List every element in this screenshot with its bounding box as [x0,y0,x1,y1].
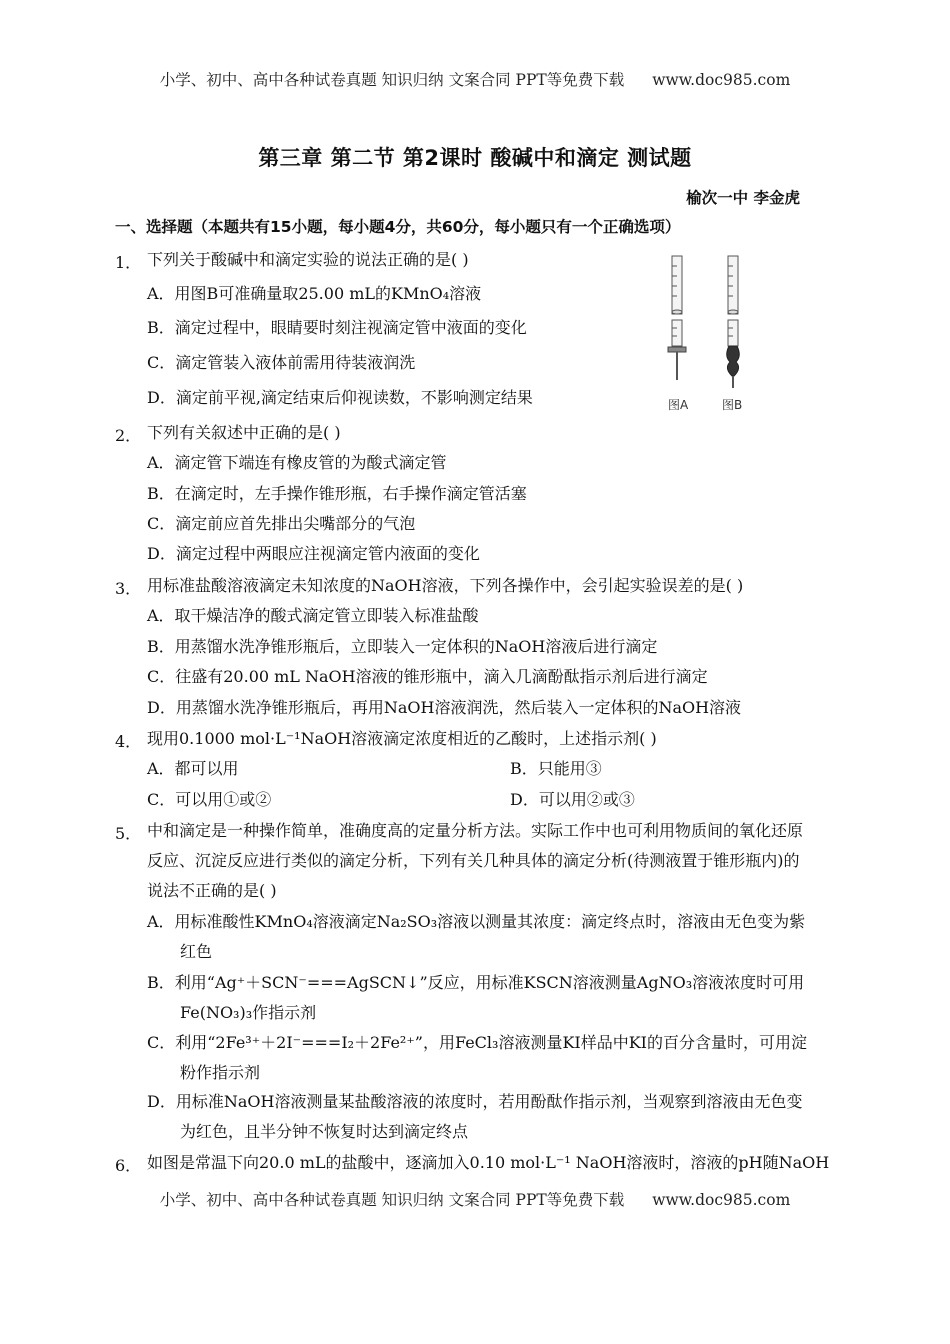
burette-figure [660,252,750,412]
author: 榆次一中 李金虎 [686,189,800,207]
document-title: 第三章 第二节 第2课时 酸碱中和滴定 测试题 [258,146,692,170]
section-heading: 一、选择题（本题共有15小题，每小题4分，共60分，每小题只有一个正确选项） [115,218,681,236]
option: A．用图B可准确量取25.00 mL的KMnO₄溶液 [147,284,482,303]
option: C．滴定前应首先排出尖嘴部分的气泡 [147,514,416,533]
question-number: 4． [115,732,142,751]
option: A．取干燥洁净的酸式滴定管立即装入标准盐酸 [147,606,479,625]
header-url[interactable]: www.doc985.com [652,71,791,89]
question-stem-line: 反应、沉淀反应进行类似的滴定分析，下列有关几种具体的滴定分析(待测液置于锥形瓶内)的 [147,851,800,870]
footer-text: 小学、初中、高中各种试卷真题 知识归纳 文案合同 PPT等免费下载 [159,1191,625,1209]
page-header [0,68,950,90]
option: B．用蒸馏水洗净锥形瓶后，立即装入一定体积的NaOH溶液后进行滴定 [147,637,658,656]
figure-label-a: 图A [668,398,689,412]
question-stem: 用标准盐酸溶液滴定未知浓度的NaOH溶液，下列各操作中，会引起实验误差的是( ) [147,576,744,595]
option: D．滴定前平视,滴定结束后仰视读数，不影响测定结果 [147,388,533,407]
question-number: 2． [115,426,142,445]
option: B．在滴定时，左手操作锥形瓶，右手操作滴定管活塞 [147,484,527,503]
figure-label-b: 图B [722,398,743,412]
option-continuation: Fe(NO₃)₃作指示剂 [180,1003,317,1022]
question-stem-line: 说法不正确的是( ) [147,881,277,900]
option: C．利用“2Fe³⁺＋2I⁻===I₂＋2Fe²⁺”，用FeCl₃溶液测量KI样品中KI的百分含量时，可用淀 [147,1033,807,1052]
footer-url[interactable]: www.doc985.com [652,1191,791,1209]
option: B．滴定过程中，眼睛要时刻注视滴定管中液面的变化 [147,318,527,337]
option: D．用标准NaOH溶液测量某盐酸溶液的浓度时，若用酚酞作指示剂，当观察到溶液由无色变 [147,1092,803,1111]
option: C．滴定管装入液体前需用待装液润洗 [147,353,416,372]
option: C．可以用①或② [147,790,272,809]
question-stem: 如图是常温下向20.0 mL的盐酸中，逐滴加入0.10 mol·L⁻¹ NaOH溶液时，溶液的pH随NaOH [147,1153,830,1172]
option: B．只能用③ [510,759,602,778]
question-stem-line: 中和滴定是一种操作简单，准确度高的定量分析方法。实际工作中也可利用物质间的氧化还原 [147,821,804,840]
option: D．用蒸馏水洗净锥形瓶后，再用NaOH溶液润洗，然后装入一定体积的NaOH溶液 [147,698,742,717]
question-number: 1． [115,253,142,272]
option: A．都可以用 [147,759,239,778]
question-stem: 下列关于酸碱中和滴定实验的说法正确的是( ) [147,250,469,269]
page-footer [0,1188,950,1210]
option-continuation: 粉作指示剂 [180,1063,261,1082]
question-stem: 现用0.1000 mol·L⁻¹NaOH溶液滴定浓度相近的乙酸时，上述指示剂( ) [147,729,657,748]
option-continuation: 红色 [180,942,213,961]
question-number: 6． [115,1156,142,1175]
option: D．滴定过程中两眼应注视滴定管内液面的变化 [147,544,480,563]
option: A．用标准酸性KMnO₄溶液滴定Na₂SO₃溶液以测量其浓度：滴定终点时，溶液由无色变为紫 [147,912,806,931]
question-stem: 下列有关叙述中正确的是( ) [147,423,341,442]
option-continuation: 为红色，且半分钟不恢复时达到滴定终点 [180,1122,469,1141]
option: B．利用“Ag⁺＋SCN⁻===AgSCN↓”反应，用标准KSCN溶液测量AgNO₃溶液浓度时可用 [147,973,805,992]
question-number: 3． [115,579,142,598]
option: C．往盛有20.00 mL NaOH溶液的锥形瓶中，滴入几滴酚酞指示剂后进行滴定 [147,667,708,686]
burette-illustration [660,252,750,392]
question-number: 5． [115,824,142,843]
option: D．可以用②或③ [510,790,635,809]
header-text: 小学、初中、高中各种试卷真题 知识归纳 文案合同 PPT等免费下载 [159,71,625,89]
option: A．滴定管下端连有橡皮管的为酸式滴定管 [147,453,447,472]
